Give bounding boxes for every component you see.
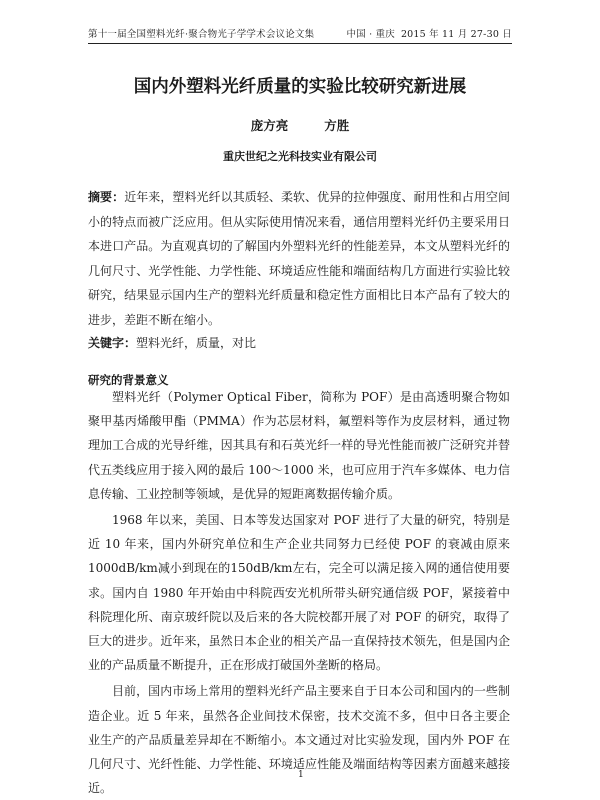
keywords-text: 塑料光纤，质量，对比: [136, 336, 257, 350]
conference-name: 第十一届全国塑料光纤·聚合物光子学学术会议论文集: [88, 29, 315, 40]
section-heading: 研究的背景意义: [88, 373, 169, 387]
author-affiliation: 重庆世纪之光科技实业有限公司: [223, 150, 377, 163]
body-paragraph: 塑料光纤（Polymer Optical Fiber，简称为 POF）是由高透明聚合物如聚甲基丙烯酸甲酯（PMMA）作为芯层材料，氟塑料等作为皮层材料，通过物理加工合成的光导纤维，因其具有和石英光纤一样的导光性能而被广泛研究并替代五类线应用于接入网的最后 100～1000 米，也可应用于汽车多媒体、电力信息传输、工业控制等领域，是优异的短距离数据传输介质。: [88, 390, 510, 501]
keywords: [88, 331, 510, 355]
conference-date: 2015 年 11 月 27-30 日: [400, 29, 512, 40]
paper-title: 国内外塑料光纤质量的实验比较研究新进展: [133, 77, 467, 97]
keywords-label: 关键字：: [88, 336, 137, 350]
abstract-text: 近年来，塑料光纤以其质轻、柔软、优异的拉伸强度、耐用性和占用空间小的特点而被广泛应用。但从实际使用情况来看，通信用塑料光纤仍主要采用日本进口产品。为直观真切的了解国内外塑料光纤的性能差异，本文从塑料光纤的几何尺寸、光学性能、力学性能、环境适应性能和端面结构几方面进行实验比较研究，结果显示国内生产的塑料光纤质量和稳定性方面相比日本产品有了较大的进步，差距不断在缩小。: [88, 190, 510, 327]
abstract: [88, 185, 510, 333]
conference-location: 中国 · 重庆: [346, 29, 395, 40]
body-paragraph: 1968 年以来，美国、日本等发达国家对 POF 进行了大量的研究，特别是近 10 年来，国内外研究单位和生产企业共同努力已经使 POF 的衰减由原来 1000dB/km减小到现在的150dB/km左右，完全可以满足接入网的通信使用要求。国内自 1980 年开始由中科院西安光机所带头研究通信级 POF，紧接着中科院理化所、南京玻纤院以及后来的各大院校都开展了对 POF 的研究，取得了巨大的进步。近年来，虽然日本企业的相关产品一直保持技术领先，但是国内企业的产品质量不断提升，正在形成打破国外垄断的格局。: [88, 513, 510, 673]
body-paragraph: 目前，国内市场上常用的塑料光纤产品主要来自于日本公司和国内的一些制造企业。近 5 年来，虽然各企业间技术保密，技术交流不多，但中日各主要企业生产的产品质量差异却在不断缩小。本文通过对比实验发现，国内外 POF 在几何尺寸、光纤性能、力学性能、环境适应性能及端面结构等因素方面越来越接近。: [88, 684, 510, 796]
abstract-label: 摘要：: [88, 190, 125, 204]
author-name: 方胜: [324, 118, 350, 133]
section-body: [88, 385, 510, 800]
page-number: 1: [298, 770, 304, 780]
author-list: [0, 116, 600, 134]
author-name: 庞方亮: [250, 118, 289, 133]
header-location-date: [346, 26, 512, 40]
running-header: [88, 26, 512, 44]
